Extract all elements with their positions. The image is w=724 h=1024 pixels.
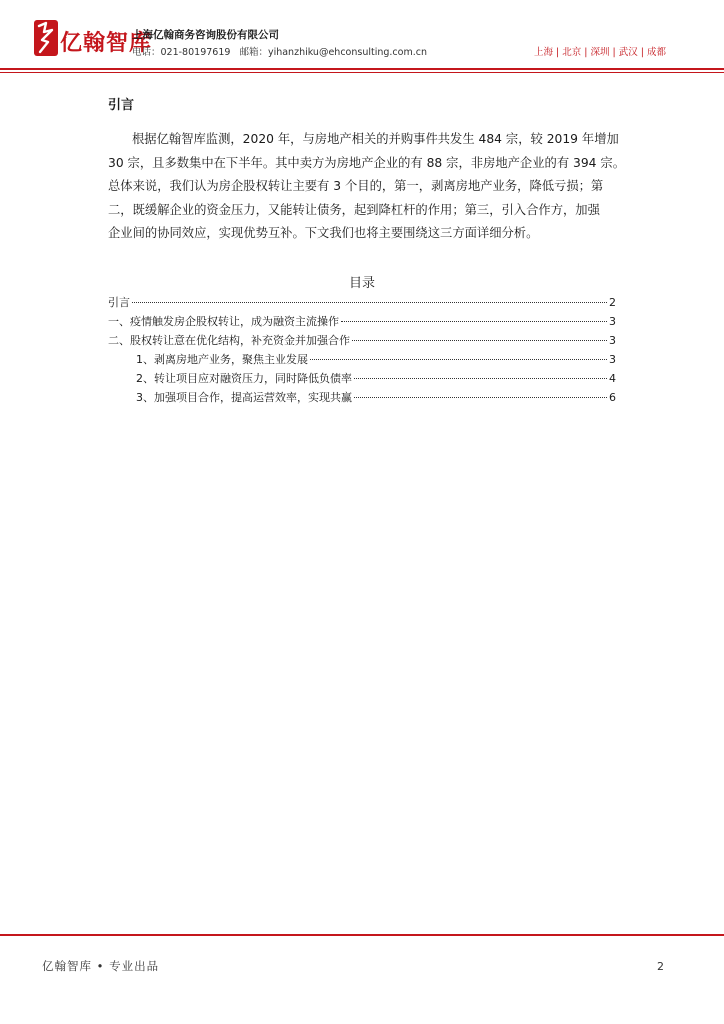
intro-paragraph: [108, 128, 625, 246]
toc-leader-dots: [341, 321, 607, 322]
toc-leader-dots: [132, 302, 607, 303]
header-divider: [0, 68, 724, 70]
logo-mark: [34, 20, 58, 56]
toc-heading: 目录: [348, 276, 375, 291]
email-text: 邮箱：yihanzhiku@ehconsulting.com.cn: [239, 47, 427, 58]
intro-line: 总体来说，我们认为房企股权转让主要有 3 个目的，第一，剥离房地产业务，降低亏损；第: [108, 179, 604, 193]
toc-page-number: 2: [609, 296, 616, 309]
logo-text: 亿翰智库: [60, 31, 153, 56]
toc-page-number: 6: [609, 391, 616, 404]
intro-line: 二，既缓解企业的资金压力，又能转让债务，起到降杠杆的作用；第三，引入合作方，加强: [108, 202, 600, 217]
header-divider-thin: [0, 72, 724, 73]
phone-text: 电话：021-80197619: [132, 47, 231, 58]
toc-leader-dots: [310, 359, 607, 360]
toc-entry-intro[interactable]: [108, 294, 616, 313]
toc-leader-dots: [354, 397, 607, 398]
city-list: 上海 | 北京 | 深圳 | 武汉 | 成都: [534, 47, 666, 58]
contact-info: [132, 44, 433, 58]
intro-line: 30 宗，且多数集中在下半年。其中卖方为房地产企业的有 88 宗，非房地产企业的有 394 宗。: [108, 155, 625, 170]
toc-page-number: 3: [609, 334, 616, 347]
toc-label: 一、疫情触发房企股权转让，成为融资主流操作: [108, 315, 339, 328]
toc-entry-section-2-2[interactable]: [108, 370, 616, 389]
footer-brand: 亿翰智库 • 专业出品: [42, 959, 160, 973]
toc-leader-dots: [352, 340, 607, 341]
footer-divider: [0, 934, 724, 936]
toc-entry-section-2[interactable]: [108, 332, 616, 351]
toc-page-number: 3: [609, 315, 616, 328]
table-of-contents: [108, 294, 616, 408]
footer-page-number: 2: [657, 960, 664, 973]
toc-leader-dots: [354, 378, 607, 379]
toc-entry-section-2-3[interactable]: [108, 389, 616, 408]
toc-label: 1、剥离房地产业务，聚焦主业发展: [136, 353, 308, 366]
toc-label: 2、转让项目应对融资压力，同时降低负债率: [136, 372, 352, 385]
intro-title: 引言: [108, 98, 135, 113]
toc-page-number: 4: [609, 372, 616, 385]
toc-label: 二、股权转让意在优化结构，补充资金并加强合作: [108, 334, 350, 347]
toc-entry-section-2-1[interactable]: [108, 351, 616, 370]
company-name: 上海亿翰商务咨询股份有限公司: [132, 29, 279, 41]
toc-entry-section-1[interactable]: [108, 313, 616, 332]
intro-line: 企业间的协同效应，实现优势互补。下文我们也将主要围绕这三方面详细分析。: [108, 226, 539, 240]
toc-label: 3、加强项目合作，提高运营效率，实现共赢: [136, 391, 352, 404]
toc-label: 引言: [108, 296, 130, 309]
page-header: [0, 0, 724, 72]
toc-page-number: 3: [609, 353, 616, 366]
intro-line: 根据亿翰智库监测，2020 年，与房地产相关的并购事件共发生 484 宗，较 2019 年增加: [132, 132, 619, 146]
